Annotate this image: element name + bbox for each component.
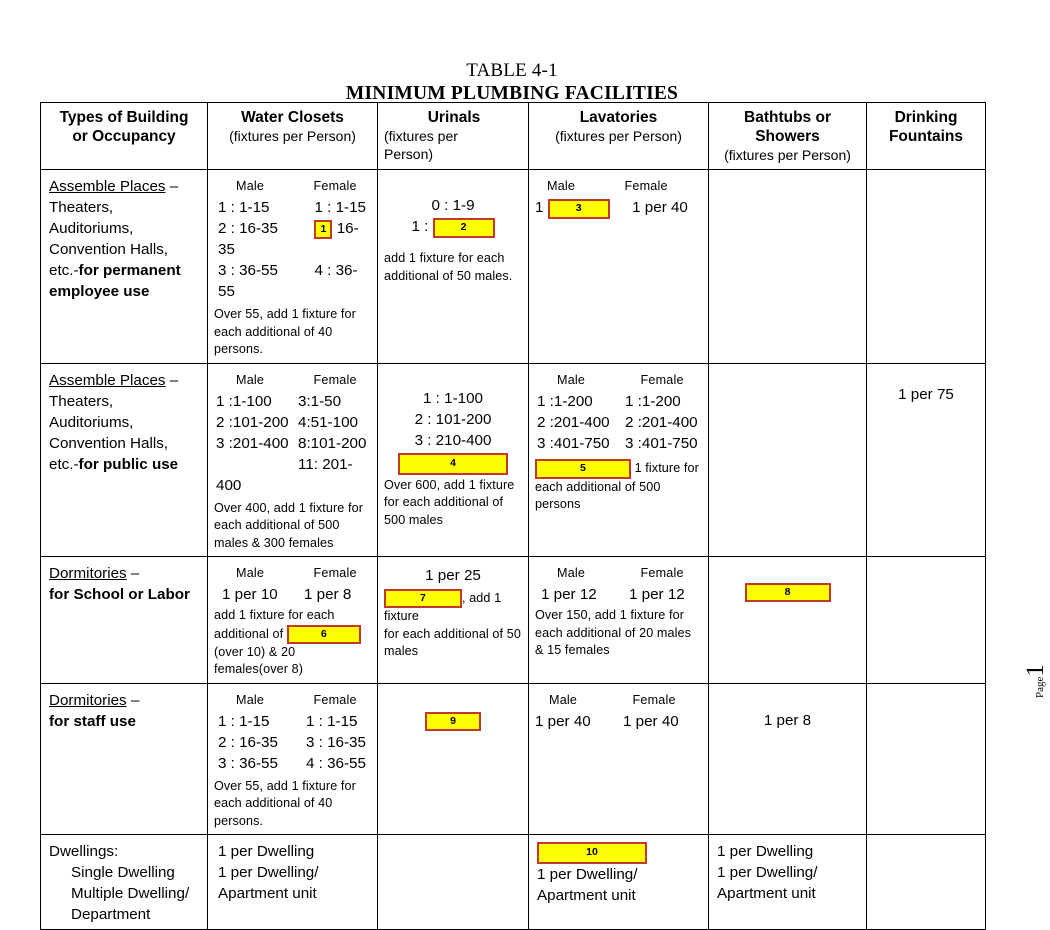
header-cell-lavatories	[529, 103, 709, 170]
answer-blank-6[interactable]: 6	[287, 625, 361, 644]
bathtubs-cell-row4: 1 per 8	[709, 683, 867, 835]
urinals-row1-line2-prefix: 1 :	[411, 218, 433, 235]
wc-female-row4-2: 4 : 36-55	[306, 754, 366, 772]
wc-female-row1-2: 4 : 36-55	[218, 262, 358, 300]
occupancy-tail-bold-row1: for permanent	[78, 262, 181, 279]
occupancy-tail-row2: etc.-	[49, 455, 79, 473]
bath-row5-line2: Apartment unit	[717, 885, 816, 902]
wc-row5-line2: Apartment unit	[218, 885, 317, 902]
urinals-note-rest-row3: for each additional of 50 males	[384, 626, 521, 658]
occupancy-tail-bold-row3: for School or Labor	[49, 586, 190, 603]
wc-female-row2-1: 4:51-100	[298, 413, 358, 431]
plumbing-facilities-table	[40, 102, 986, 930]
bathtubs-cell-row2	[709, 363, 867, 557]
header-urinals-sub2: Person)	[384, 146, 434, 162]
wc-female-row1-0: 1 : 1-15	[314, 199, 366, 216]
urinals-cell-row5	[378, 835, 529, 930]
table-row	[41, 170, 986, 364]
urinals-cell-row1	[378, 170, 529, 364]
wc-female-row1-1-after: 16-35	[218, 220, 359, 258]
occupancy-indent-row5-1: Multiple Dwelling/	[71, 885, 190, 902]
header-bathtubs-sub: (fixtures per Person)	[724, 147, 851, 163]
wc-male-row2-0: 1 :1-100	[216, 392, 272, 410]
occupancy-tail-bold-row2: for public use	[78, 455, 179, 473]
drinking-cell-row5	[867, 835, 986, 930]
urinals-row1-line1: 0 : 1-9	[431, 197, 475, 214]
header-cell-urinals	[378, 103, 529, 170]
bath-row5-line1: 1 per Dwelling/	[717, 864, 818, 881]
label-female-lav-row3: Female	[640, 566, 684, 580]
wc-female-row2-0: 3:1-50	[298, 392, 342, 410]
header-lavatories-sub: (fixtures per Person)	[555, 128, 682, 144]
drinking-cell-row2: 1 per 75	[867, 363, 986, 557]
header-urinals: Urinals	[427, 109, 481, 126]
occupancy-cell-row1	[41, 170, 208, 364]
bath-row5-line0: 1 per Dwelling	[717, 843, 814, 860]
table-title: MINIMUM PLUMBING FACILITIES	[345, 83, 679, 104]
lav-male-row2-1: 2 :201-400	[537, 413, 610, 431]
label-female-wc-row3: Female	[313, 566, 357, 580]
label-female-lav-row4: Female	[632, 692, 676, 707]
urinals-cell-row4	[378, 683, 529, 835]
occupancy-cell-row4	[41, 683, 208, 835]
wc-male-row4-2: 3 : 36-55	[218, 754, 278, 772]
wc-male-row4-1: 2 : 16-35	[218, 733, 278, 751]
table-row	[41, 557, 986, 684]
page-number-footer	[1022, 664, 1050, 698]
bathtubs-cell-row3	[709, 557, 867, 684]
occupancy-cell-row5	[41, 835, 208, 930]
answer-blank-3[interactable]: 3	[548, 199, 610, 219]
drinking-cell-row4	[867, 683, 986, 835]
table-row	[41, 683, 986, 835]
urinals-row2-line1: 1 : 1-100	[423, 389, 483, 407]
lav-note-after-blank-row2: 1 fixture for	[631, 460, 699, 475]
occupancy-tail-bold-row4: for staff use	[49, 712, 136, 730]
occupancy-indent-row5-0: Single Dwelling	[71, 864, 175, 881]
drinking-cell-row1	[867, 170, 986, 364]
lavatories-cell-row2	[529, 363, 709, 557]
table-row	[41, 363, 986, 557]
occupancy-title-row3: Dormitories	[49, 565, 127, 582]
urinals-cell-row3	[378, 557, 529, 684]
answer-blank-10[interactable]: 10	[537, 842, 647, 864]
label-male-lav-row1: Male	[547, 179, 576, 193]
wc-note-part2-row3: (over 10) & 20 females(over 8)	[214, 644, 303, 676]
header-drinking-line2: Fountains	[888, 128, 964, 145]
table-header-row	[41, 103, 986, 170]
lav-note-rest-row2: each additional of 500 persons	[535, 479, 661, 511]
wc-row5-line0: 1 per Dwelling	[218, 843, 315, 860]
wc-female-row2-2: 8:101-200	[298, 434, 367, 452]
table-number: TABLE 4-1	[466, 60, 558, 81]
urinals-note-after-blank-row3: , add 1 fixture	[384, 591, 502, 623]
wc-male-row2-1: 2 :101-200	[216, 413, 289, 431]
header-drinking-line1: Drinking	[894, 109, 958, 126]
occupancy-tail-row1: etc.-	[49, 262, 79, 279]
lav-male-row2-0: 1 :1-200	[537, 392, 593, 410]
wc-male-row1-1: 2 : 16-35	[218, 220, 278, 237]
label-male-wc-row2: Male	[236, 372, 265, 387]
label-female-wc-row2: Female	[313, 372, 357, 387]
answer-blank-2[interactable]: 2	[433, 218, 495, 238]
header-bathtubs-line2: Showers	[755, 128, 820, 145]
header-water-closets: Water Closets	[241, 109, 344, 126]
lav-male-row4-0: 1 per 40	[535, 712, 591, 730]
water-closets-cell-row2	[208, 363, 378, 557]
label-male-lav-row2: Male	[557, 372, 586, 387]
occupancy-dash-row2: –	[165, 371, 179, 389]
urinals-row2-line3: 3 : 210-400	[414, 431, 492, 449]
occupancy-tail-bold2-row1: employee use	[49, 283, 150, 300]
lav-row5-line0: 1 per Dwelling/	[537, 866, 638, 883]
wc-female-row2-3: 11: 201-400	[216, 455, 353, 494]
lav-female-row3-0: 1 per 12	[629, 586, 685, 603]
urinals-cell-row2	[378, 363, 529, 557]
wc-note-part1-row3: add 1 fixture for each additional of	[214, 608, 335, 641]
lav-female-row2-2: 3 :401-750	[625, 434, 698, 452]
occupancy-dash-row1: –	[165, 178, 179, 195]
header-cell-bathtubs	[709, 103, 867, 170]
lavatories-cell-row5	[529, 835, 709, 930]
label-male-lav-row3: Male	[557, 566, 586, 580]
water-closets-cell-row5	[208, 835, 378, 930]
label-male-wc-row1: Male	[236, 179, 265, 193]
wc-note-row1: Over 55, add 1 fixture for each additional of 40 persons.	[214, 307, 356, 356]
lav-female-row4-0: 1 per 40	[623, 712, 679, 730]
wc-row5-line1: 1 per Dwelling/	[218, 864, 319, 881]
occupancy-dash-row3: –	[126, 565, 140, 582]
wc-male-row4-0: 1 : 1-15	[218, 712, 270, 730]
lav-row5-line1: Apartment unit	[537, 887, 636, 904]
occupancy-indent-row5-2: Department	[71, 906, 151, 923]
answer-blank-9[interactable]: 9	[425, 712, 481, 731]
label-female-lav-row2: Female	[640, 372, 684, 387]
lav-female-row1: 1 per 40	[632, 199, 688, 216]
page-label: Page	[1034, 676, 1046, 698]
occupancy-line-row2-2: Convention Halls,	[49, 434, 169, 452]
label-male-lav-row4: Male	[549, 692, 578, 707]
water-closets-cell-row1	[208, 170, 378, 364]
label-male-wc-row4: Male	[236, 692, 265, 707]
label-female-wc-row4: Female	[313, 692, 357, 707]
occupancy-title-row2: Assemble Places	[49, 371, 166, 389]
occupancy-title-row4: Dormitories	[49, 691, 127, 709]
occupancy-title-row5: Dwellings:	[49, 843, 119, 860]
answer-blank-1[interactable]: 1	[314, 220, 332, 239]
answer-blank-4[interactable]: 4	[398, 453, 508, 475]
occupancy-line-row1-1: Auditoriums,	[49, 220, 134, 237]
urinals-note-row1: add 1 fixture for each additional of 50 males.	[384, 251, 513, 283]
occupancy-line-row2-0: Theaters,	[49, 392, 114, 410]
header-urinals-sub: (fixtures per	[384, 128, 458, 144]
water-closets-cell-row3	[208, 557, 378, 684]
header-occupancy-line1: Types of Building	[59, 109, 189, 126]
lavatories-cell-row3	[529, 557, 709, 684]
occupancy-title-row1: Assemble Places	[49, 178, 166, 195]
lavatories-cell-row4	[529, 683, 709, 835]
answer-blank-7[interactable]: 7	[384, 589, 462, 608]
drinking-cell-row3	[867, 557, 986, 684]
lav-male-row2-2: 3 :401-750	[537, 434, 610, 452]
wc-female-row4-0: 1 : 1-15	[306, 712, 358, 730]
header-cell-water-closets	[208, 103, 378, 170]
lav-male-prefix-row1: 1	[535, 199, 548, 216]
bathtubs-cell-row5	[709, 835, 867, 930]
answer-blank-8[interactable]: 8	[745, 583, 831, 602]
occupancy-line-row1-0: Theaters,	[49, 199, 114, 216]
header-water-closets-sub: (fixtures per Person)	[229, 128, 356, 144]
wc-note-row2: Over 400, add 1 fixture for each additional of 500 males & 300 females	[214, 500, 364, 550]
header-lavatories: Lavatories	[579, 109, 658, 126]
occupancy-line-row1-2: Convention Halls,	[49, 241, 169, 258]
lav-female-row2-1: 2 :201-400	[625, 413, 698, 431]
lavatories-cell-row1	[529, 170, 709, 364]
wc-note-row4: Over 55, add 1 fixture for each additional of 40 persons.	[214, 778, 356, 828]
table-row	[41, 835, 986, 930]
answer-blank-5[interactable]: 5	[535, 459, 631, 479]
label-male-wc-row3: Male	[236, 566, 265, 580]
table-title-block	[0, 60, 1024, 105]
header-cell-drinking-fountains	[867, 103, 986, 170]
urinals-row3-line1: 1 per 25	[425, 567, 481, 584]
wc-female-row3-0: 1 per 8	[304, 586, 352, 603]
wc-male-row2-2: 3 :201-400	[216, 434, 289, 452]
occupancy-dash-row4: –	[126, 691, 140, 709]
bathtubs-cell-row1	[709, 170, 867, 364]
wc-male-row3-0: 1 per 10	[222, 586, 278, 603]
wc-male-row1-2: 3 : 36-55	[218, 262, 278, 279]
lav-note-row3: Over 150, add 1 fixture for each additional of 20 males & 15 females	[535, 608, 692, 657]
label-female-lav-row1: Female	[624, 179, 668, 193]
lav-female-row2-0: 1 :1-200	[625, 392, 681, 410]
urinals-note-row2: Over 600, add 1 fixture for each additional of 500 males	[384, 477, 515, 527]
lav-male-row3-0: 1 per 12	[541, 586, 597, 603]
header-bathtubs-line1: Bathtubs or	[744, 109, 831, 126]
wc-male-row1-0: 1 : 1-15	[218, 199, 270, 216]
header-occupancy-line2: or Occupancy	[72, 128, 176, 145]
label-female-wc-row1: Female	[313, 179, 357, 193]
wc-female-row4-1: 3 : 16-35	[306, 733, 366, 751]
occupancy-cell-row3	[41, 557, 208, 684]
page-number-value: 1	[1022, 664, 1049, 677]
water-closets-cell-row4	[208, 683, 378, 835]
urinals-row2-line2: 2 : 101-200	[414, 410, 492, 428]
header-cell-occupancy	[41, 103, 208, 170]
occupancy-cell-row2	[41, 363, 208, 557]
occupancy-line-row2-1: Auditoriums,	[49, 413, 134, 431]
